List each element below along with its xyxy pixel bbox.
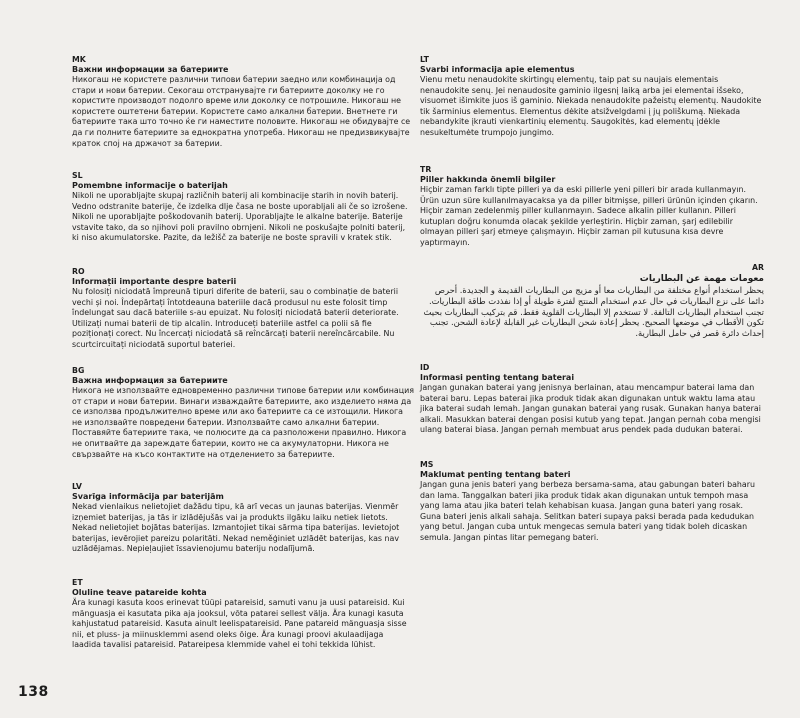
section-tr (420, 165, 764, 249)
section-title: Piller hakkında önemli bilgiler (420, 175, 556, 184)
section-id (420, 363, 764, 436)
language-code: MK (72, 55, 86, 64)
language-code: TR (420, 165, 432, 174)
section-body: Vienu metu nenaudokite skirtingų elementų, taip pat su naujais elementais nenaudokite senų. Jei nenaudosite gaminio ilgesnį laiką arba jei elementai išseko, visuomet išimkite juos iš gaminio. Niekada nenaudokite pažeistų elementų. Naudokite tik šarminius elementus. Elementus dėkite atsižvelgdami į jų poliškumą. Niekada nebandykite įkrauti vienkartinių elementų. Saugokitės, kad elementų įdėkle nesukeltumėte trumpojo jungimo. (420, 75, 762, 137)
section-body: Jangan guna jenis bateri yang berbeza bersama-sama, atau gabungan bateri baharu dan lama. Tanggalkan bateri jika produk tidak akan digunakan untuk tempoh masa yang lama atau jika bateri telah kehabisan kuasa. Jangan guna bateri yang rosak. Guna bateri jenis alkali sahaja. Selitkan bateri supaya paksi berada pada kedudukan yang betul. Jangan cuba untuk mengecas semula bateri yang tidak boleh dicaskan semula. Jangan pintas litar pemegang bateri. (420, 480, 755, 542)
section-title: Pomembne informacije o baterijah (72, 181, 228, 190)
section-ro (72, 267, 414, 351)
section-ms (420, 460, 764, 544)
section-body: Nu folosiți niciodată împreună tipuri diferite de baterii, sau o combinație de baterii vechi și noi. Îndepărtați întotdeauna bateriile dacă produsul nu este folosit timp îndelungat sau dacă bateriile s-au epuizat. Nu folosiți niciodată baterii deteriorate. Utilizați numai baterii de tip alcalin. Introduceți bateriile astfel ca polii să fie poziționați corect. Nu încercați niciodată să reîncărcați baterii nereîncărcabile. Nu scurtcircuitați niciodată suportul bateriei. (72, 287, 399, 349)
section-body: Никогаш не користете различни типови батерии заедно или комбинација од стари и нови батерии. Секогаш отстранувајте ги батериите доколку не го користите производот подолго време или доколку се потрошиле. Никогаш не користете оштетени батерии. Користете само алкални батерии. Внетнете ги батериите така што точно ќе ги наместите половите. Никогаш не обидувајте се да ги полните батериите за еднократна употреба. Никогаш не предизвикувајте краток спој на држачот за батерии. (72, 75, 411, 148)
section-title: Informasi penting tentang baterai (420, 373, 575, 382)
section-body: يحظر استخدام أنواع مختلفة من البطاريات معا أو مزيج من البطاريات القديمة و الجديدة. أحرص دائما على نزع البطاريات في حال عدم استخدام المنتج لفترة طويلة أو إذا نفذدت طاقة البطاريات. تجنب استخدام البطاريات التالفة. لا تستخدم إلا البطاريات القلوية فقط. قم بتركيب البطاريات بحيث تكون الأقطاب في موضعها الصحيح. يحظر إعادة شحن البطاريات غير القابلة لإعادة الشحن. تجنب إحداث دائرة قصر في حامل البطارية. (423, 285, 764, 339)
section-ar (420, 263, 764, 339)
language-code: LV (72, 482, 82, 491)
section-title: Svarīga informācija par baterijām (72, 492, 224, 501)
language-code: SL (72, 171, 83, 180)
language-code: LT (420, 55, 429, 64)
language-code: RO (72, 267, 85, 276)
language-code: ID (420, 363, 430, 372)
section-title: Важни информации за батериите (72, 65, 229, 74)
section-lv (72, 482, 414, 555)
section-mk (72, 55, 414, 149)
section-title: Informații importante despre baterii (72, 277, 237, 286)
section-title: Svarbi informacija apie elementus (420, 65, 575, 74)
language-code: AR (751, 263, 764, 272)
section-body: Nekad vienlaikus nelietojiet dažādu tipu, kā arī vecas un jaunas baterijas. Vienmēr izņemiet baterijas, ja tās ir izlādējušās vai ja produkts ilgāku laiku netiek lietots. Nekad nelietojiet bojātas baterijas. Izmantojiet tikai sārma tipa baterijas. Ievietojot baterijas, ievērojiet pareizu polaritāti. Nekad neměģiniet uzlādēt baterijas, kas nav uzlādējamas. Nepieļaujiet īssavienojumu bateriju nodalījumā. (72, 502, 400, 554)
language-code: ET (72, 578, 83, 587)
section-bg (72, 366, 414, 460)
section-body: Hiçbir zaman farklı tipte pilleri ya da eski pillerle yeni pilleri bir arada kullanmayın. Ürün uzun süre kullanılmayacaksa ya da piller bitmişse, pilleri ürünün içinden çıkarın. Hiçbir zaman zedelenmiş piller kullanmayın. Sadece alkalin piller kullanın. Pilleri kutupları doğru konumda olacak şekilde yerleştirin. Hiçbir zaman, şarj edilebilir olmayan pilleri şarj etmeye çalışmayın. Hiçbir zaman pil kutusuna kısa devre yaptırmayın. (420, 185, 758, 247)
section-body: Ära kunagi kasuta koos erinevat tüüpi patareisid, samuti vanu ja uusi patareisid. Kui mänguasja ei kasutata pika aja jooksul, võta patarei sellest välja. Ära kunagi kasuta kahjustatud patareisid. Kasuta ainult leelispatareisid. Pane patareid mänguasja sisse nii, et pluss- ja miinusklemmi asend oleks õige. Ära kunagi proovi akulaadijaga laadida tavalisi patareisid. Patareipesa klemmide vahel ei tohi tekkida lühist. (72, 598, 407, 650)
section-title: Maklumat penting tentang bateri (420, 470, 571, 479)
section-body: Никога не използвайте едновременно различни типове батерии или комбинация от стари и нови батерии. Винаги изваждайте батериите, ако изделието няма да се използва продължително време или ако батериите са се изтощили. Никога не използвайте повредени батерии. Използвайте само алкални батерии. Поставяйте батериите така, че полюсите да са разположени правилно. Никога не опитвайте да зареждате батерии, които не са акумулаторни. Никога не свързвайте на късо контактите на отделението за батериите. (72, 386, 414, 459)
section-title: Oluline teave patareide kohta (72, 588, 207, 597)
page-number: 138 (18, 684, 49, 700)
section-body: Nikoli ne uporabljajte skupaj različnih baterij ali kombinacije starih in novih baterij. Vedno odstranite baterije, če izdelka dlje časa ne boste uporabljali ali če so izrošene. Nikoli ne uporabljajte poškodovanih baterij. Uporabljajte le alkalne baterije. Baterije vstavite tako, da so njihovi poli pravilno obrnjeni. Nikoli ne poskušajte polniti baterij, ki niso akumulatorske. Pazite, da ležišč za baterije ne boste spravili v kratek stik. (72, 191, 408, 243)
section-lt (420, 55, 764, 139)
section-title: Важна информация за батериите (72, 376, 228, 385)
section-et (72, 578, 414, 651)
section-body: Jangan gunakan baterai yang jenisnya berlainan, atau mencampur baterai lama dan baterai baru. Lepas baterai jika produk tidak akan digunakan untuk waktu lama atau jika baterai sudah lemah. Jangan gunakan baterai yang rusak. Gunakan hanya baterai alkali. Masukkan baterai dengan posisi kutub yang tepat. Jangan pernah coba mengisi ulang baterai biasa. Jangan pernah membuat arus pendek pada dudukan baterai. (420, 383, 761, 435)
language-code: BG (72, 366, 85, 375)
section-title: معومات مهمة عن البطاريات (639, 274, 764, 284)
language-code: MS (420, 460, 434, 469)
section-sl (72, 171, 414, 244)
